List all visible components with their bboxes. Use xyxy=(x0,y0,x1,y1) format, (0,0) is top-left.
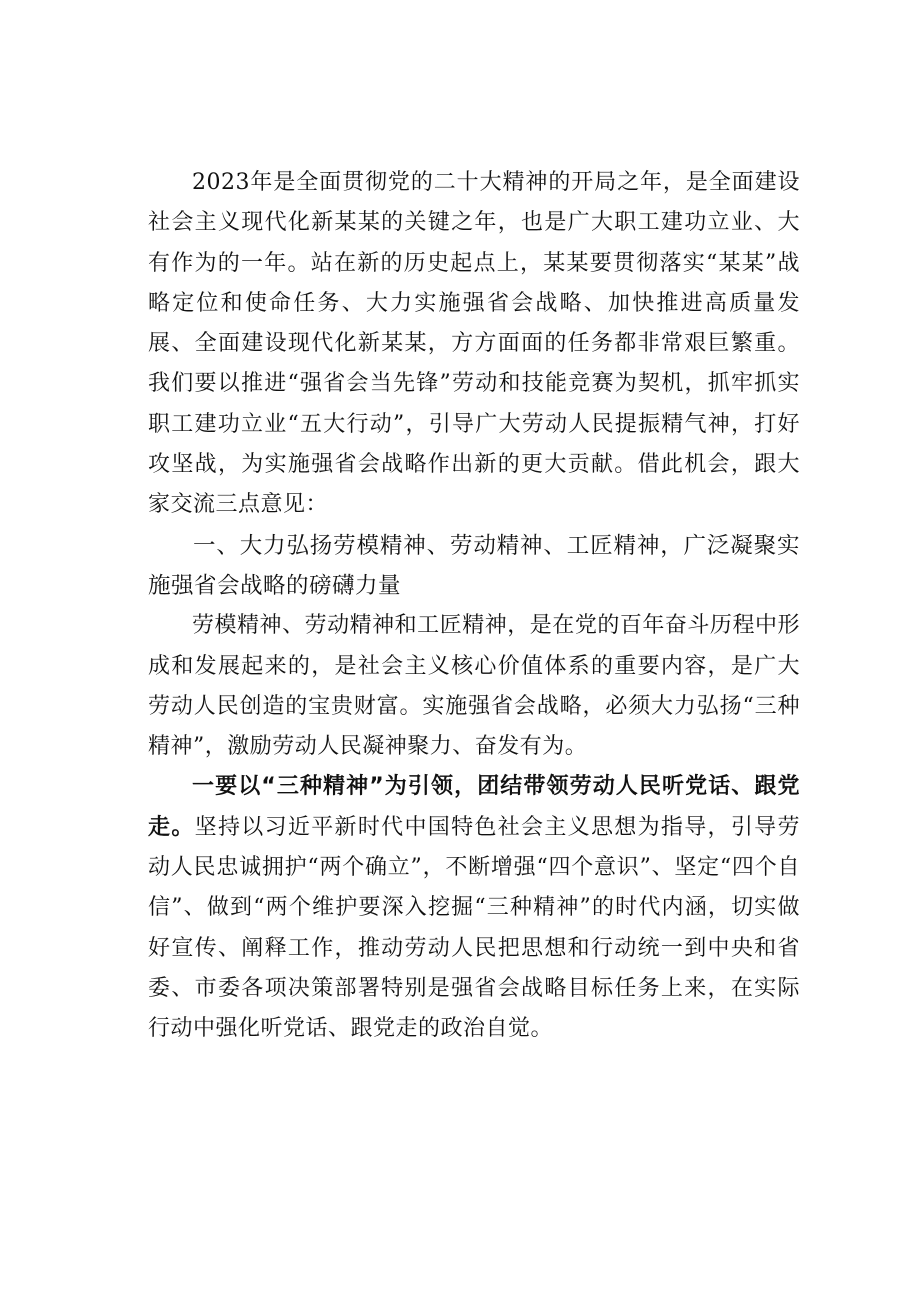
point-lead-sentence: 一要以“三种精神”为引领，团结带领劳动人民听党话、跟党走。 xyxy=(148,774,800,840)
section-paragraph: 劳模精神、劳动精神和工匠精神，是在党的百年奋斗历程中形成和发展起来的，是社会主义核心价值体系的重要内容，是广大劳动人民创造的宝贵财富。实施强省会战略，必须大力弘扬“三种精神”，激励劳动人民凝神聚力、奋发有为。 xyxy=(148,613,800,760)
document-body xyxy=(148,163,800,1050)
point-paragraph xyxy=(148,767,800,1049)
point-body-text: 坚持以习近平新时代中国特色社会主义思想为指导，引导劳动人民忠诚拥护“两个确立”，不断增强“四个意识”、坚定“四个自信”、做到“两个维护要深入挖掘“三种精神”的时代内涵，切实做好宣传、阐释工作，推动劳动人民把思想和行动统一到中央和省委、市委各项决策部署特别是强省会战略目标任务上来，在实际行动中强化听党话、跟党走的政治自觉。 xyxy=(148,814,800,1042)
intro-paragraph: 2023年是全面贯彻党的二十大精神的开局之年，是全面建设社会主义现代化新某某的关键之年，也是广大职工建功立业、大有作为的一年。站在新的历史起点上，某某要贯彻落实“某某”战略定位和使命任务、大力实施强省会战略、加快推进高质量发展、全面建设现代化新某某，方方面面的任务都非常艰巨繁重。我们要以推进“强省会当先锋”劳动和技能竞赛为契机，抓牢抓实职工建功立业“五大行动”，引导广大劳动人民提振精气神，打好攻坚战，为实施强省会战略作出新的更大贡献。借此机会，跟大家交流三点意见： xyxy=(148,170,800,518)
section-heading: 一、大力弘扬劳模精神、劳动精神、工匠精神，广泛凝聚实施强省会战略的磅礴力量 xyxy=(148,532,800,599)
